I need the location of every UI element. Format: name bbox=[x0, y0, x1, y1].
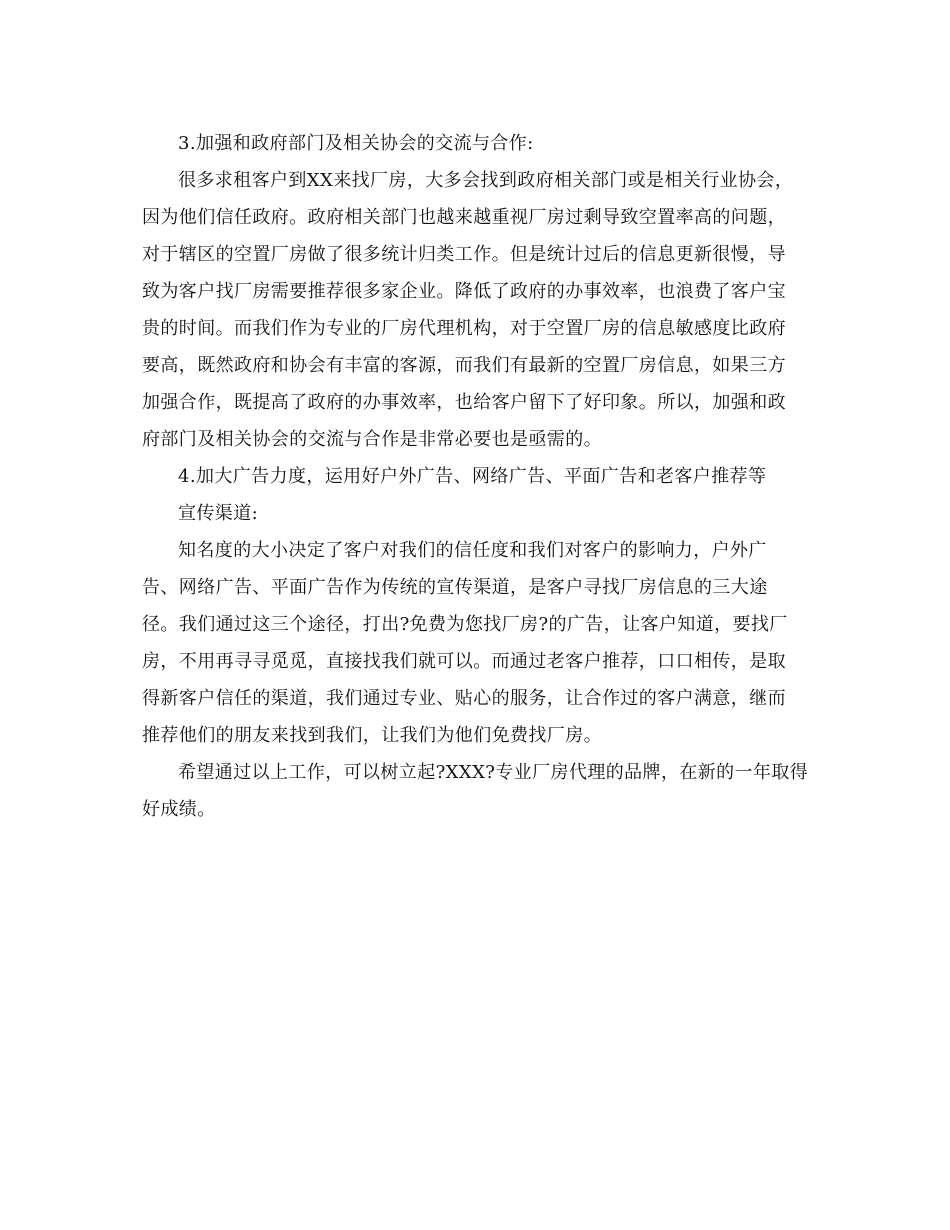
closing-line: 好成绩。 bbox=[142, 799, 216, 820]
section-heading-4-continued: 宣传渠道: bbox=[178, 503, 259, 524]
paragraph-line: 要高，既然政府和协会有丰富的客源，而我们有最新的空置厂房信息，如果三方 bbox=[142, 355, 786, 376]
paragraph-line: 径。我们通过这三个途径，打出?免费为您找厂房?的广告，让客户知道，要找厂 bbox=[142, 614, 788, 635]
paragraph-line: 告、网络广告、平面广告作为传统的宣传渠道，是客户寻找厂房信息的三大途 bbox=[142, 577, 768, 598]
paragraph-line: 知名度的大小决定了客户对我们的信任度和我们对客户的影响力，户外广 bbox=[178, 540, 767, 561]
paragraph-line: 府部门及相关协会的交流与合作是非常必要也是亟需的。 bbox=[142, 429, 602, 450]
section-heading-3: 3.加强和政府部门及相关协会的交流与合作: bbox=[178, 133, 534, 154]
paragraph-line: 加强合作，既提高了政府的办事效率，也给客户留下了好印象。所以，加强和政 bbox=[142, 392, 786, 413]
paragraph-line: 贵的时间。而我们作为专业的厂房代理机构，对于空置厂房的信息敏感度比政府 bbox=[142, 318, 786, 339]
paragraph-line: 因为他们信任政府。政府相关部门也越来越重视厂房过剩导致空置率高的问题， bbox=[142, 207, 786, 228]
paragraph-line: 房，不用再寻寻觅觅，直接找我们就可以。而通过老客户推荐，口口相传，是取 bbox=[142, 651, 786, 672]
paragraph-line: 推荐他们的朋友来找到我们，让我们为他们免费找厂房。 bbox=[142, 725, 602, 746]
paragraph-line: 很多求租客户到XX来找厂房，大多会找到政府相关部门或是相关行业协会， bbox=[178, 170, 794, 191]
closing-line: 希望通过以上工作，可以树立起?XXX?专业厂房代理的品牌，在新的一年取得 bbox=[178, 762, 809, 783]
paragraph-line: 致为客户找厂房需要推荐很多家企业。降低了政府的办事效率，也浪费了客户宝 bbox=[142, 281, 786, 302]
paragraph-line: 得新客户信任的渠道，我们通过专业、贴心的服务，让合作过的客户满意，继而 bbox=[142, 688, 786, 709]
paragraph-line: 对于辖区的空置厂房做了很多统计归类工作。但是统计过后的信息更新很慢，导 bbox=[142, 244, 786, 265]
section-heading-4: 4.加大广告力度，运用好户外广告、网络广告、平面广告和老客户推荐等 bbox=[178, 466, 767, 487]
